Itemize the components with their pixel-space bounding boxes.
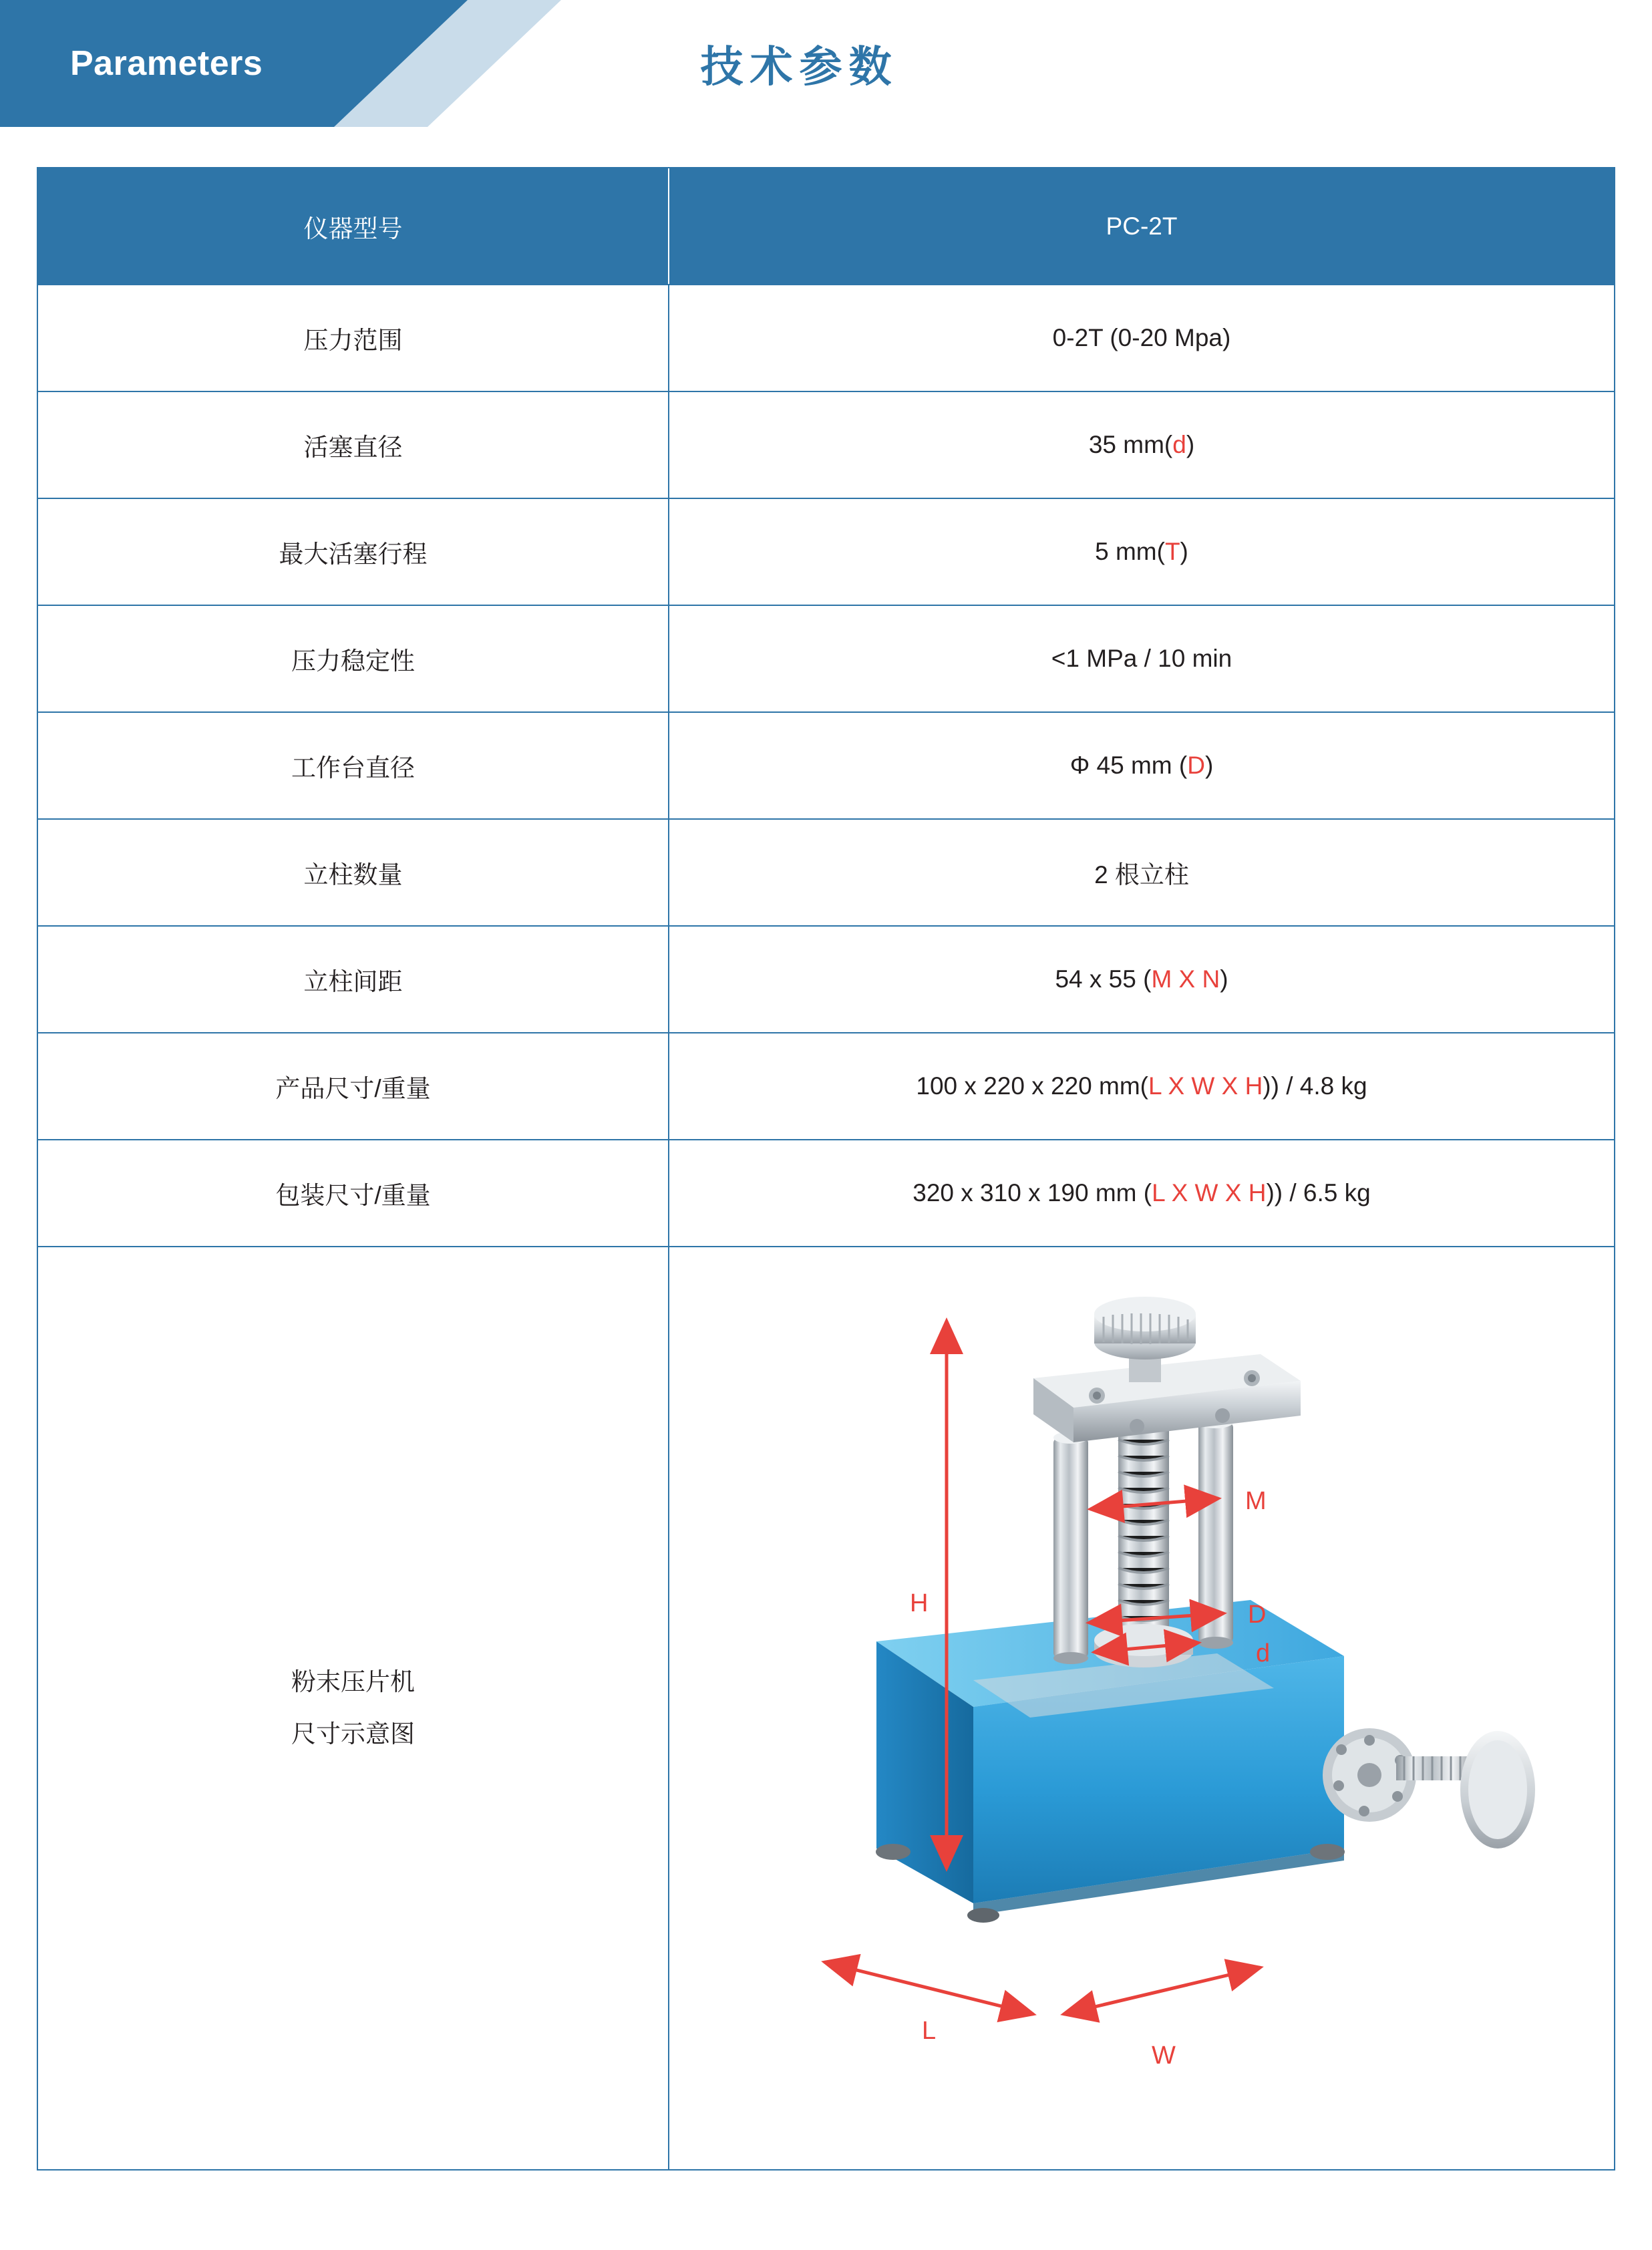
table-row: [38, 606, 1614, 713]
annotation-h: H: [910, 1589, 929, 1617]
row-value: <1 MPa / 10 min: [1051, 645, 1232, 672]
row-value-text: 5 mm(: [1095, 538, 1165, 565]
table-row: [38, 927, 1614, 1033]
row-value-symbol: T: [1164, 538, 1180, 565]
row-value: [669, 927, 1614, 1032]
table-header-row: [38, 168, 1614, 285]
annotation-w: W: [1152, 2042, 1176, 2070]
table-row-diagram: [38, 1247, 1614, 2169]
table-row: [38, 820, 1614, 927]
row-label: 工作台直径: [38, 713, 669, 818]
table-row: [38, 1033, 1614, 1140]
row-value-tail: )) / 4.8 kg: [1263, 1072, 1367, 1100]
row-value-text: Φ 45 mm (: [1069, 752, 1188, 779]
product-dimension-diagram: [669, 1247, 1614, 2169]
row-value-tail: )) / 6.5 kg: [1266, 1179, 1371, 1207]
row-label: 立柱数量: [38, 820, 669, 925]
header-ribbon: [0, 0, 561, 127]
row-value: 0-2T (0-20 Mpa): [1052, 324, 1231, 351]
annotation-d-lower: d: [1256, 1639, 1271, 1667]
diagram-label-line1: 粉末压片机: [291, 1668, 415, 1696]
row-label: 压力范围: [38, 285, 669, 391]
ribbon-label: Parameters: [70, 44, 263, 83]
row-value: [669, 499, 1614, 605]
row-value-text: 54 x 55 (: [1055, 965, 1152, 993]
parameters-table: [37, 167, 1615, 2171]
row-value-symbol: L X W X H: [1148, 1072, 1263, 1100]
table-row: [38, 713, 1614, 820]
row-label: 包装尺寸/重量: [38, 1140, 669, 1246]
row-label: 产品尺寸/重量: [38, 1033, 669, 1139]
row-value-tail: ): [1186, 431, 1195, 458]
press-machine-illustration: [669, 1247, 1614, 2169]
row-value-tail: ): [1204, 752, 1214, 779]
annotation-d-upper: D: [1248, 1601, 1267, 1629]
row-label: 压力稳定性: [38, 606, 669, 711]
row-value-symbol: M X N: [1151, 965, 1220, 993]
row-value-text: 320 x 310 x 190 mm (: [913, 1179, 1152, 1207]
row-value-symbol: L X W X H: [1152, 1179, 1267, 1207]
table-row: [38, 499, 1614, 606]
table-header-label: 仪器型号: [38, 168, 669, 284]
table-row: [38, 285, 1614, 392]
row-value-symbol: D: [1187, 752, 1205, 779]
row-value: [669, 713, 1614, 818]
row-value-tail: ): [1220, 965, 1228, 993]
table-row: [38, 1140, 1614, 1247]
row-label: 活塞直径: [38, 392, 669, 498]
row-value-symbol: d: [1172, 431, 1186, 458]
row-value: [669, 1140, 1614, 1246]
annotation-m: M: [1245, 1487, 1267, 1515]
row-value: [669, 1033, 1614, 1139]
row-label: 立柱间距: [38, 927, 669, 1032]
row-value-tail: ): [1180, 538, 1188, 565]
row-value: [669, 392, 1614, 498]
row-value-text: 35 mm(: [1088, 431, 1173, 458]
table-row: [38, 392, 1614, 499]
table-header-value: PC-2T: [1106, 212, 1178, 240]
row-value-text: 100 x 220 x 220 mm(: [916, 1072, 1148, 1100]
page-header: [0, 0, 1652, 127]
diagram-row-label: [38, 1247, 669, 2169]
page-title-text: 技术参数: [700, 43, 898, 91]
annotation-l: L: [922, 2017, 937, 2045]
diagram-label-line2: 尺寸示意图: [291, 1720, 415, 1748]
row-value: 2 根立柱: [1094, 861, 1189, 889]
row-label: 最大活塞行程: [38, 499, 669, 605]
